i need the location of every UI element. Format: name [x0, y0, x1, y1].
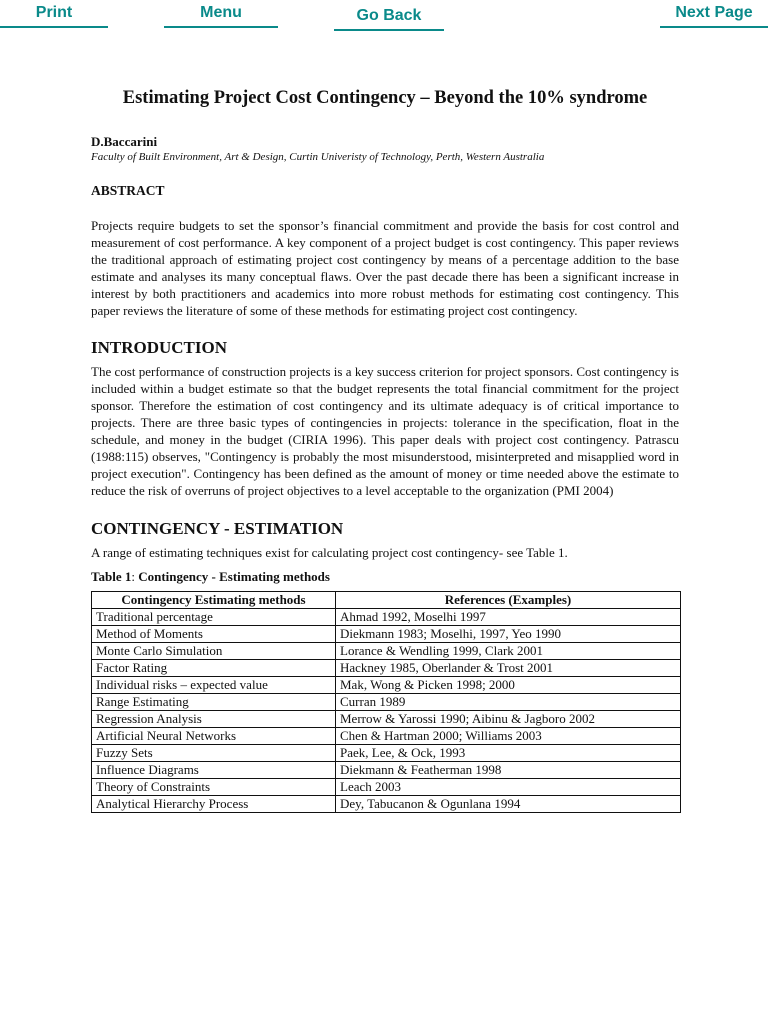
table-cell: Diekmann 1983; Moselhi, 1997, Yeo 1990	[336, 625, 681, 642]
table-cell: Individual risks – expected value	[92, 676, 336, 693]
paper-content	[91, 86, 679, 813]
table-cell: Ahmad 1992, Moselhi 1997	[336, 608, 681, 625]
table-cell: Hackney 1985, Oberlander & Trost 2001	[336, 659, 681, 676]
table-row	[92, 642, 681, 659]
table-caption-label: Table 1	[91, 568, 132, 584]
table-row	[92, 744, 681, 761]
introduction-heading: INTRODUCTION	[91, 338, 228, 358]
author-name: D.Baccarini	[91, 134, 158, 149]
table-row	[92, 625, 681, 642]
table-cell: Curran 1989	[336, 693, 681, 710]
table-cell: Paek, Lee, & Ock, 1993	[336, 744, 681, 761]
table-row	[92, 761, 681, 778]
menu-link[interactable]: Menu	[164, 0, 278, 28]
table-cell: Diekmann & Featherman 1998	[336, 761, 681, 778]
table-header-cell: Contingency Estimating methods	[92, 591, 336, 608]
table-row	[92, 659, 681, 676]
table-cell: Method of Moments	[92, 625, 336, 642]
table-row	[92, 795, 681, 812]
table-cell: Merrow & Yarossi 1990; Aibinu & Jagboro 2002	[336, 710, 681, 727]
table-cell: Lorance & Wendling 1999, Clark 2001	[336, 642, 681, 659]
table-cell: Analytical Hierarchy Process	[92, 795, 336, 812]
table-row	[92, 727, 681, 744]
table-cell: Leach 2003	[336, 778, 681, 795]
methods-table	[91, 591, 681, 813]
table-cell: Dey, Tabucanon & Ogunlana 1994	[336, 795, 681, 812]
go-back-link[interactable]: Go Back	[334, 3, 444, 31]
author-affiliation: Faculty of Built Environment, Art & Design, Curtin Univeristy of Technology, Perth, Western Australia	[91, 151, 545, 163]
table-cell: Factor Rating	[92, 659, 336, 676]
table-caption-separator: :	[131, 568, 139, 584]
table-row	[92, 710, 681, 727]
table-cell: Fuzzy Sets	[92, 744, 336, 761]
print-link[interactable]: Print	[0, 0, 108, 28]
table-header-row	[92, 591, 681, 608]
table-cell: Chen & Hartman 2000; Williams 2003	[336, 727, 681, 744]
table-cell: Regression Analysis	[92, 710, 336, 727]
next-page-link[interactable]: Next Page	[660, 0, 768, 28]
table-cell: Theory of Constraints	[92, 778, 336, 795]
table-cell: Influence Diagrams	[92, 761, 336, 778]
abstract-text: Projects require budgets to set the sponsor’s financial commitment and provide the basis for cost control and measurement of cost performance. A key component of a project budget is cost contingency. This paper reviews the traditional approach of estimating project cost contingency by means of a percentage addition to the base estimate and analyses its many conceptual flaws. Over the past decade there has been a significant increase in interest by both practitioners and academics into more robust methods for estimating cost contingency. This paper reviews the literature of some of these methods for estimating project cost contingency.	[91, 218, 679, 318]
table-cell: Range Estimating	[92, 693, 336, 710]
table-cell: Monte Carlo Simulation	[92, 642, 336, 659]
paper-title: Estimating Project Cost Contingency – Beyond the 10% syndrome	[122, 88, 648, 108]
abstract-heading: ABSTRACT	[91, 183, 165, 198]
estimation-lead-text: A range of estimating techniques exist for calculating project cost contingency- see Table 1.	[91, 544, 568, 560]
table-caption	[91, 569, 679, 585]
introduction-text: The cost performance of construction projects is a key success criterion for project sponsors. Cost contingency is included within a budget estimate so that the budget represents the total financial commitment for the project sponsor. Therefore the estimation of cost contingency and its ultimate adequacy is of critical importance to projects. There are three basic types of contingencies in projects: tolerance in the specification, float in the schedule, and money in the budget (CIRIA 1996). This paper deals with project cost contingency. Patrascu (1988:115) observes, "Contingency is probably the most misunderstood, misinterpreted and misapplied word in project execution". Contingency has been defined as the amount of money or time needed above the estimate to reduce the risk of overruns of project objectives to a level acceptable to the organization (PMI 2004)	[91, 364, 679, 498]
table-caption-title: Contingency - Estimating methods	[138, 568, 330, 584]
table-header-cell: References (Examples)	[336, 591, 681, 608]
estimation-heading: CONTINGENCY - ESTIMATION	[91, 518, 344, 538]
table-row	[92, 693, 681, 710]
table-cell: Mak, Wong & Picken 1998; 2000	[336, 676, 681, 693]
table-cell: Traditional percentage	[92, 608, 336, 625]
table-row	[92, 676, 681, 693]
table-cell: Artificial Neural Networks	[92, 727, 336, 744]
table-row	[92, 608, 681, 625]
table-row	[92, 778, 681, 795]
